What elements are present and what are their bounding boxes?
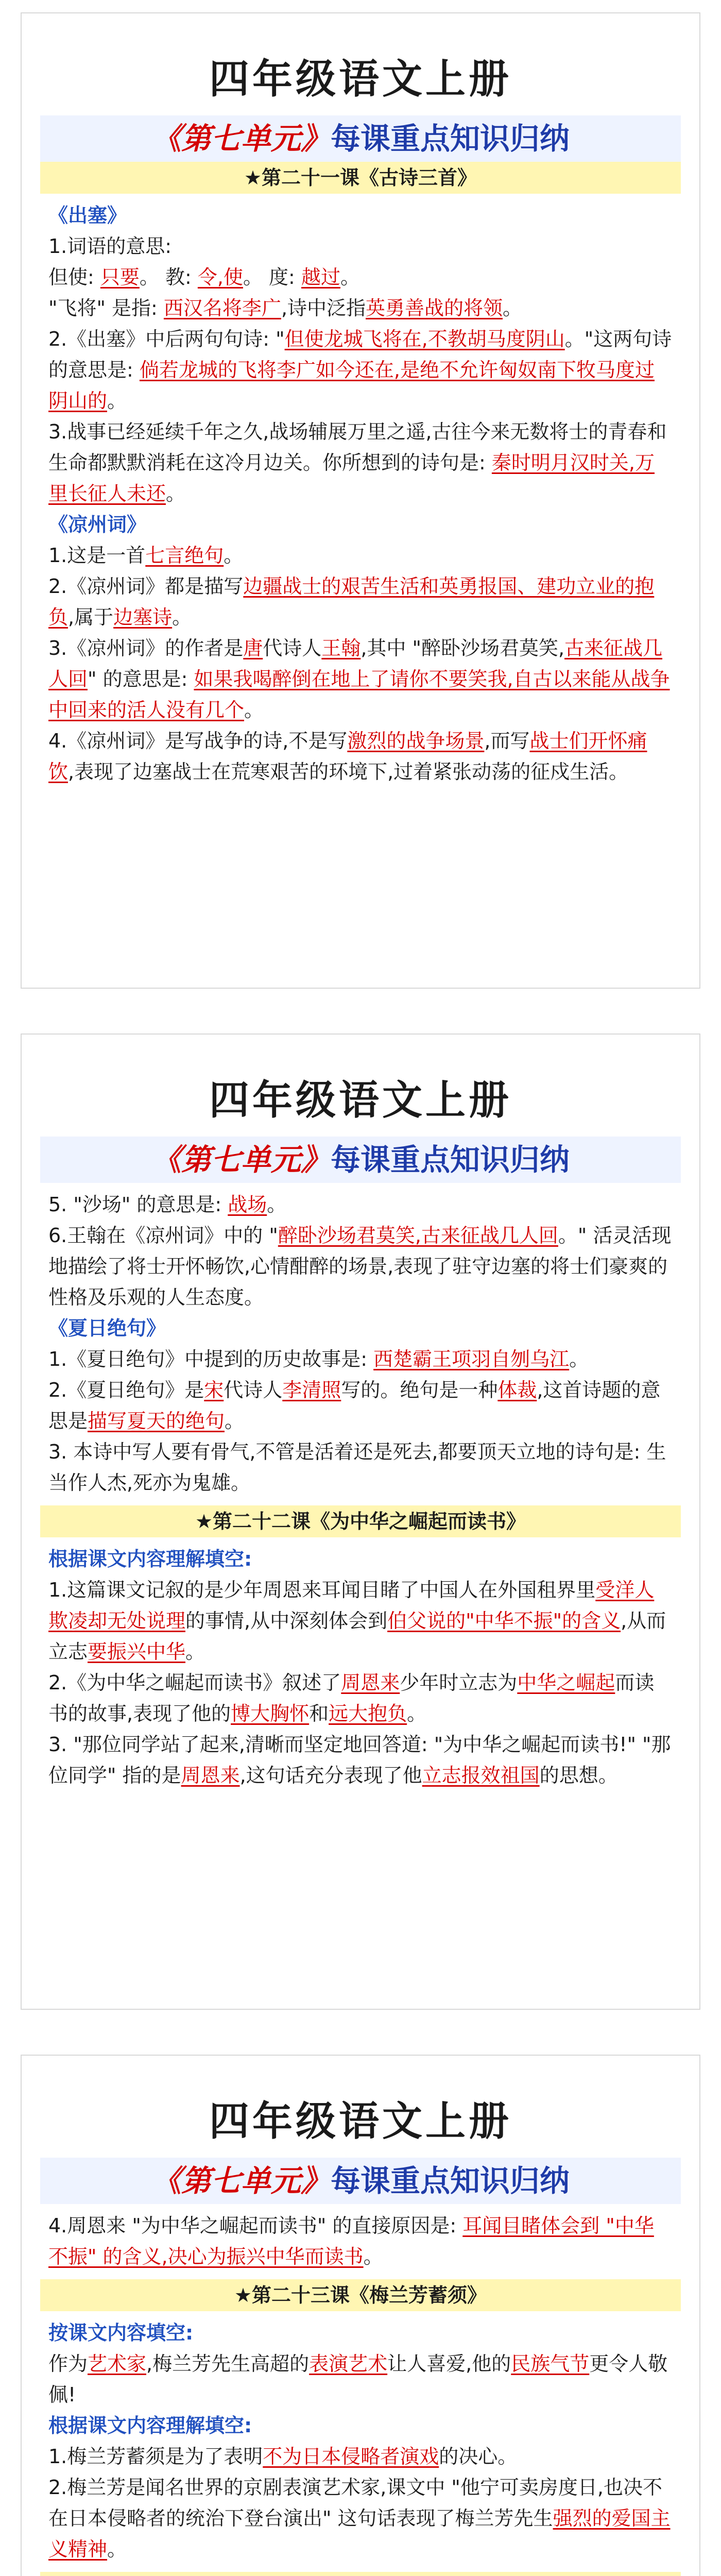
section-heading: 根据课文内容理解填空: bbox=[48, 1548, 252, 1570]
paragraph: 3.《凉州词》的作者是唐代诗人王翰,其中 "醉卧沙场君莫笑,古来征战几人回" 的意思是: 如果我喝醉倒在地上了请你不要笑我,自古以来能从战争中回来的活人没有几个。 bbox=[48, 637, 670, 721]
answer: 艺术家 bbox=[88, 2352, 147, 2375]
section-heading: 《夏日绝句》 bbox=[48, 1317, 166, 1340]
unit-topic: 每课重点知识归纳 bbox=[331, 1142, 570, 1177]
answer: 但使龙城飞将在,不教胡马度阴山 bbox=[284, 328, 565, 350]
answer: 王翰 bbox=[321, 637, 361, 659]
answer: 宋 bbox=[204, 1379, 224, 1401]
paragraph: 6.王翰在《凉州词》中的 "醉卧沙场君莫笑,古来征战几人回。" 活灵活现地描绘了将士开怀畅饮,心情酣醉的场景,表现了驻守边塞的将士们豪爽的性格及乐观的人生态度。 bbox=[48, 1224, 672, 1309]
answer: 受洋人欺凌却无处说理 bbox=[48, 1579, 655, 1632]
answer: 博大胸怀 bbox=[231, 1702, 310, 1725]
lesson-heading bbox=[40, 2572, 681, 2576]
page-title: 四年级语文上册 bbox=[209, 56, 512, 103]
answer: 民族气节 bbox=[511, 2352, 590, 2375]
paragraph: 1.梅兰芳蓄须是为了表明不为日本侵略者演戏的决心。 bbox=[48, 2445, 518, 2468]
answer: 远大抱负 bbox=[329, 1702, 407, 1725]
paragraph: 2.《为中华之崛起而读书》叙述了周恩来少年时立志为中华之崛起而读书的故事,表现了他的博大胸怀和远大抱负。 bbox=[48, 1671, 655, 1725]
page-title: 四年级语文上册 bbox=[209, 2098, 512, 2145]
answer: 醉卧沙场君莫笑,古来征战几人回 bbox=[278, 1224, 558, 1247]
answer: 战场 bbox=[228, 1193, 267, 1216]
paragraph: 2.《出塞》中后两句句诗: "但使龙城飞将在,不教胡马度阴山。"这两句诗的意思是: 倘若龙城的飞将李广如今还在,是绝不允许匈奴南下牧马度过阴山的。 bbox=[48, 328, 672, 412]
unit-name: 《第七单元》 bbox=[151, 1142, 331, 1177]
answer: 战士们开怀痛饮 bbox=[48, 730, 647, 783]
paragraph: 但使: 只要。 教: 令,使。 度: 越过。 bbox=[48, 266, 360, 289]
unit-name: 《第七单元》 bbox=[151, 121, 331, 156]
answer: 李清照 bbox=[282, 1379, 341, 1401]
answer: 描写夏天的绝句 bbox=[88, 1410, 225, 1432]
answer: 如果我喝醉倒在地上了请你不要笑我,自古以来能从战争中回来的活人没有几个 bbox=[48, 668, 670, 721]
paragraph: 3.战事已经延续千年之久,战场辅展万里之遥,古往今来无数将士的青春和生命都默默消耗在这冷月边关。你所想到的诗句是: 秦时明月汉时关,万里长征人未还。 bbox=[48, 420, 667, 505]
lesson-heading: ★第二十三课《梅兰芳蓄须》 bbox=[40, 2279, 681, 2311]
paragraph: 1.这是一首七言绝句。 bbox=[48, 544, 244, 567]
answer: 七言绝句 bbox=[145, 544, 224, 567]
unit-subtitle bbox=[40, 1137, 681, 1183]
answer: 周恩来 bbox=[341, 1671, 400, 1694]
answer: 周恩来 bbox=[181, 1764, 240, 1787]
unit-subtitle bbox=[40, 115, 681, 162]
lesson-content bbox=[22, 1183, 699, 1498]
answer: 不为日本侵略者演戏 bbox=[263, 2445, 439, 2468]
unit-topic: 每课重点知识归纳 bbox=[331, 2163, 570, 2198]
lesson-content bbox=[22, 2311, 699, 2565]
paragraph: 2.梅兰芳是闻名世界的京剧表演艺术家,课文中 "他宁可卖房度日,也决不在日本侵略者的统治下登台演出" 这句话表现了梅兰芳先生强烈的爱国主义精神。 bbox=[48, 2476, 671, 2561]
answer: 古来征战几人回 bbox=[48, 637, 663, 690]
paragraph: 2.《凉州词》都是描写边疆战士的艰苦生活和英勇报国、建功立业的抱负,属于边塞诗。 bbox=[48, 575, 655, 629]
answer: 耳闻目睹体会到 "中华不振" 的含义,决心为振兴中华而读书 bbox=[48, 2214, 654, 2268]
answer: 令,使 bbox=[197, 266, 243, 289]
answer: 强烈的爱国主义精神 bbox=[48, 2507, 671, 2561]
page-card-2 bbox=[21, 1033, 700, 2010]
lesson-content bbox=[22, 2204, 699, 2272]
answer: 要振兴中华 bbox=[88, 1640, 186, 1663]
answer: 中华之崛起 bbox=[517, 1671, 615, 1694]
answer: 伯父说的"中华不振"的含义 bbox=[387, 1609, 621, 1632]
answer: 西汉名将李广 bbox=[163, 297, 281, 319]
answer: 表演艺术 bbox=[309, 2352, 388, 2375]
section-heading: 《出塞》 bbox=[48, 204, 127, 227]
paragraph: 5. "沙场" 的意思是: 战场。 bbox=[48, 1193, 287, 1216]
paragraph: 1.词语的意思: bbox=[48, 235, 172, 258]
answer: 边塞诗 bbox=[113, 606, 173, 629]
lesson-content bbox=[22, 194, 699, 787]
answer: 英勇善战的将领 bbox=[366, 297, 503, 319]
section-heading: 根据课文内容理解填空: bbox=[48, 2414, 252, 2437]
paragraph: 2.《夏日绝句》是宋代诗人李清照写的。绝句是一种体裁,这首诗题的意思是描写夏天的绝句。 bbox=[48, 1379, 661, 1432]
unit-name: 《第七单元》 bbox=[151, 2163, 331, 2198]
paragraph: 作为艺术家,梅兰芳先生高超的表演艺术让人喜爱,他的民族气节更令人敬佩! bbox=[48, 2352, 668, 2406]
paragraph: 1.这篇课文记叙的是少年周恩来耳闻目睹了中国人在外国租界里受洋人欺凌却无处说理的事情,从中深刻体会到伯父说的"中华不振"的含义,从而立志要振兴中华。 bbox=[48, 1579, 666, 1663]
paragraph: "飞将" 是指: 西汉名将李广,诗中泛指英勇善战的将领。 bbox=[48, 297, 523, 319]
answer: 激烈的战争场景 bbox=[347, 730, 485, 752]
lesson-heading: ★第二十一课《古诗三首》 bbox=[40, 162, 681, 194]
answer: 秦时明月汉时关,万里长征人未还 bbox=[48, 451, 655, 505]
lesson-content bbox=[22, 1537, 699, 1791]
answer: 立志报效祖国 bbox=[422, 1764, 540, 1787]
page-title: 四年级语文上册 bbox=[209, 1077, 512, 1124]
paragraph: 3. "那位同学站了起来,清晰而坚定地回答道: "为中华之崛起而读书!" "那位同学" 指的是周恩来,这句话充分表现了他立志报效祖国的思想。 bbox=[48, 1733, 671, 1787]
answer: 只要 bbox=[100, 266, 140, 289]
paragraph: 1.《夏日绝句》中提到的历史故事是: 西楚霸王项羽自刎乌江。 bbox=[48, 1348, 589, 1370]
section-heading: 《凉州词》 bbox=[48, 513, 147, 536]
answer: 边疆战士的艰苦生活和英勇报国、建功立业的抱负 bbox=[48, 575, 655, 629]
section-heading: 按课文内容填空: bbox=[48, 2321, 194, 2344]
answer: 越过 bbox=[301, 266, 340, 289]
paragraph: 4.《凉州词》是写战争的诗,不是写激烈的战争场景,而写战士们开怀痛饮,表现了边塞战士在荒寒艰苦的环境下,过着紧张动荡的征戍生活。 bbox=[48, 730, 647, 783]
answer: 西楚霸王项羽自刎乌江 bbox=[373, 1348, 570, 1370]
paragraph: 3. 本诗中写人要有骨气,不管是活着还是死去,都要顶天立地的诗句是: 生当作人杰,死亦为鬼雄。 bbox=[48, 1440, 666, 1494]
unit-topic: 每课重点知识归纳 bbox=[331, 121, 570, 156]
answer: 体裁 bbox=[497, 1379, 537, 1401]
unit-subtitle bbox=[40, 2158, 681, 2204]
page-card-3 bbox=[21, 2055, 700, 2576]
lesson-heading: ★第二十二课《为中华之崛起而读书》 bbox=[40, 1505, 681, 1537]
page-card-1 bbox=[21, 12, 700, 989]
answer: 唐 bbox=[243, 637, 263, 659]
answer: 倘若龙城的飞将李广如今还在,是绝不允许匈奴南下牧马度过阴山的 bbox=[48, 359, 655, 412]
paragraph: 4.周恩来 "为中华之崛起而读书" 的直接原因是: 耳闻目睹体会到 "中华不振" 的含义,决心为振兴中华而读书。 bbox=[48, 2214, 654, 2268]
